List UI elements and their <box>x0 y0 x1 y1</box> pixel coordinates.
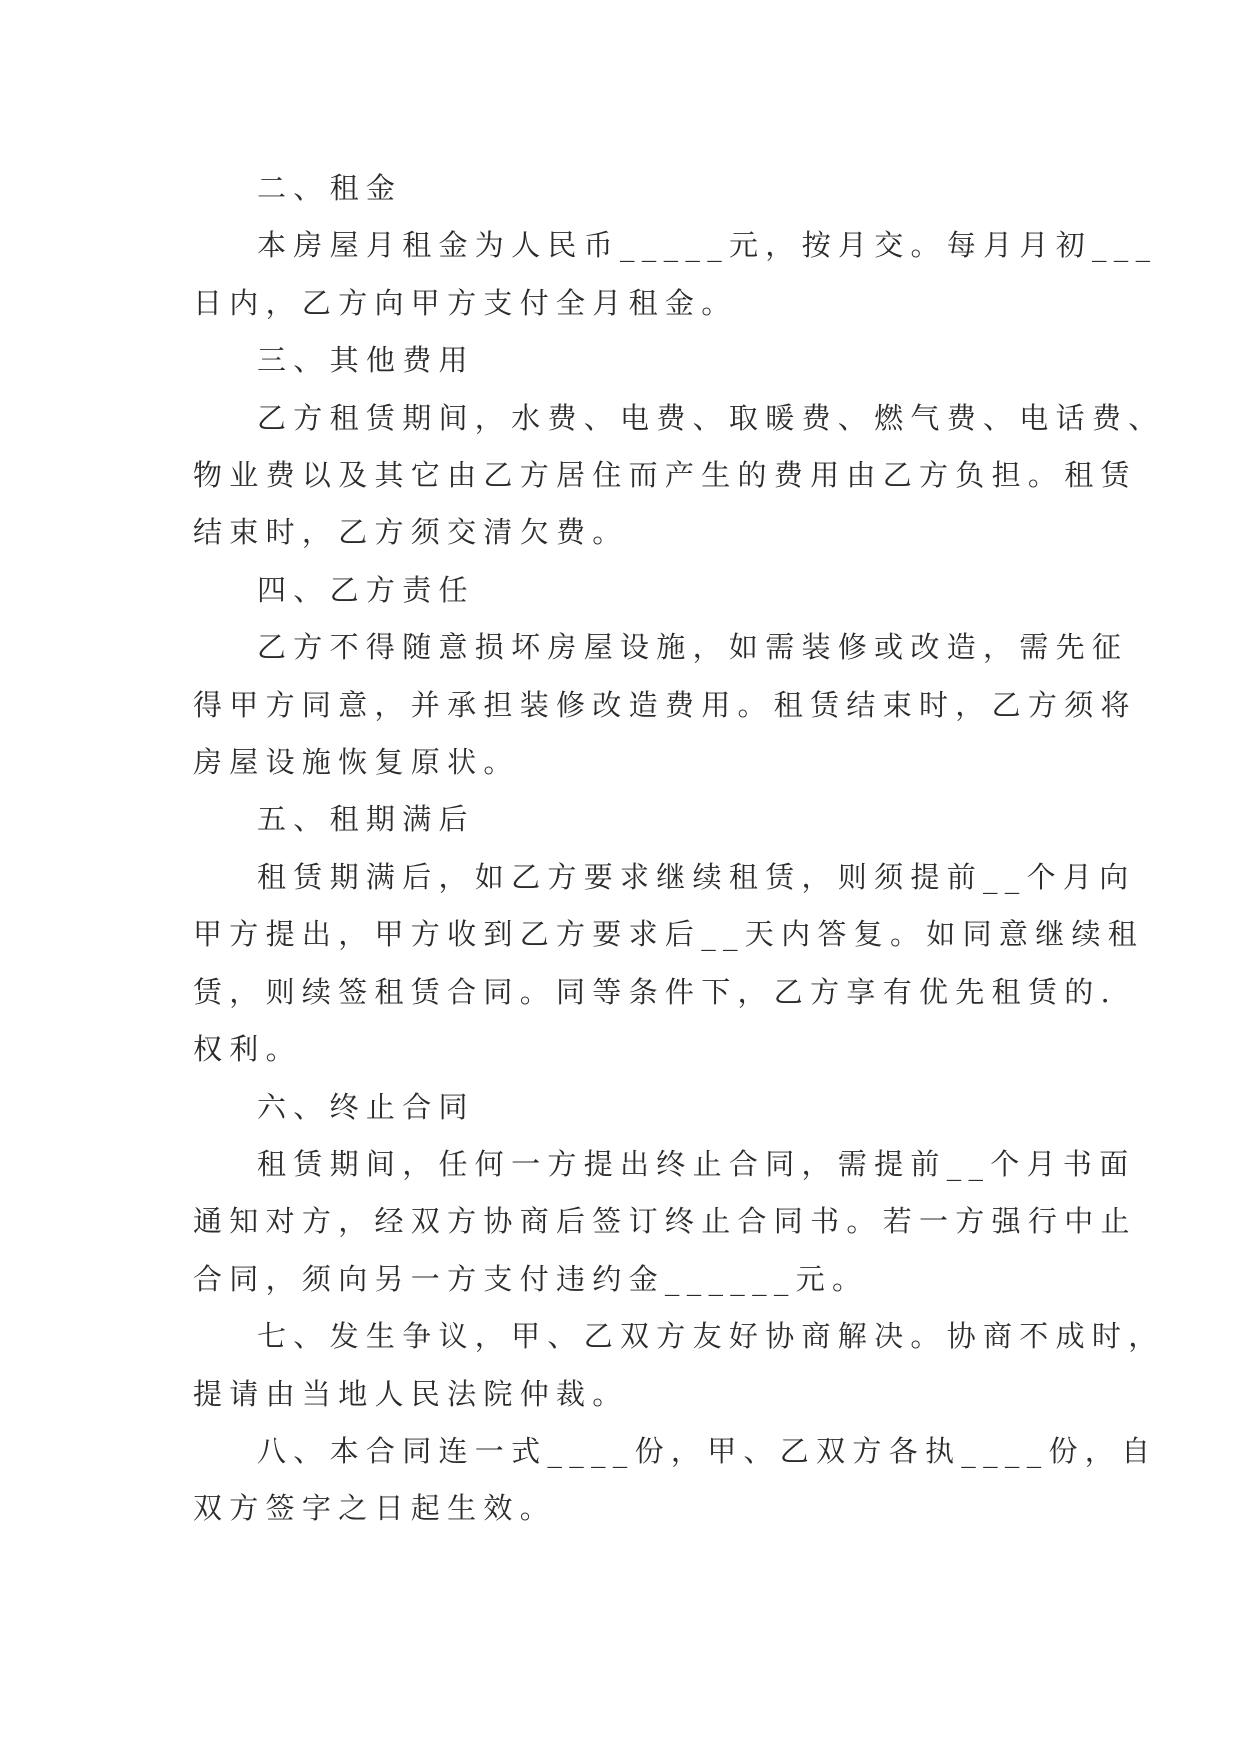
text-line: 结束时，乙方须交清欠费。 <box>193 515 629 550</box>
text-line: 得甲方同意，并承担装修改造费用。租赁结束时，乙方须将 <box>193 687 1137 722</box>
text-line: 六、终止合同 <box>257 1089 475 1124</box>
paragraph <box>193 1423 1158 1538</box>
text-line: 甲方提出，甲方收到乙方要求后__天内答复。如同意继续租 <box>193 917 1145 952</box>
text-line: 乙方不得随意损坏房屋设施，如需装修或改造，需先征 <box>257 630 1129 665</box>
paragraph <box>193 1136 1137 1308</box>
text-line: 四、乙方责任 <box>257 572 475 607</box>
text-line: 通知对方，经双方协商后签订终止合同书。若一方强行中止 <box>193 1204 1137 1239</box>
text-line: 五、租期满后 <box>257 802 475 837</box>
text-line: 八、本合同连一式____份，甲、乙双方各执____份，自 <box>257 1433 1158 1468</box>
text-line: 权利。 <box>193 1032 302 1067</box>
text-line: 七、发生争议，甲、乙双方友好协商解决。协商不成时， <box>257 1319 1165 1354</box>
text-line: 物业费以及其它由乙方居住而产生的费用由乙方负担。租赁 <box>193 458 1137 493</box>
text-line: 房屋设施恢复原状。 <box>193 745 520 780</box>
paragraph <box>193 217 1158 332</box>
text-line: 日内，乙方向甲方支付全月租金。 <box>193 285 738 320</box>
text-line: 租赁期满后，如乙方要求继续租赁，则须提前__个月向 <box>257 859 1136 894</box>
section-heading <box>193 791 1063 848</box>
section-heading <box>193 562 1063 619</box>
text-line: 合同，须向另一方支付违约金______元。 <box>193 1261 869 1296</box>
paragraph <box>193 849 1145 1079</box>
text-line: 三、其他费用 <box>257 343 475 378</box>
text-line: 提请由当地人民法院仲裁。 <box>193 1376 629 1411</box>
section-heading <box>193 160 1063 217</box>
section-heading <box>193 332 1063 389</box>
text-line: 二、租金 <box>257 171 403 205</box>
text-line: 乙方租赁期间，水费、电费、取暖费、燃气费、电话费、 <box>257 400 1165 435</box>
paragraph <box>193 390 1165 562</box>
section-heading <box>193 1079 1063 1136</box>
document-body <box>193 160 1165 1538</box>
paragraph <box>193 1308 1165 1423</box>
text-line: 双方签字之日起生效。 <box>193 1491 557 1526</box>
text-line: 赁，则续签租赁合同。同等条件下，乙方享有优先租赁的. <box>193 974 1118 1009</box>
text-line: 租赁期间，任何一方提出终止合同，需提前__个月书面 <box>257 1146 1136 1181</box>
text-line: 本房屋月租金为人民币_____元，按月交。每月月初___ <box>257 228 1158 263</box>
paragraph <box>193 619 1137 791</box>
